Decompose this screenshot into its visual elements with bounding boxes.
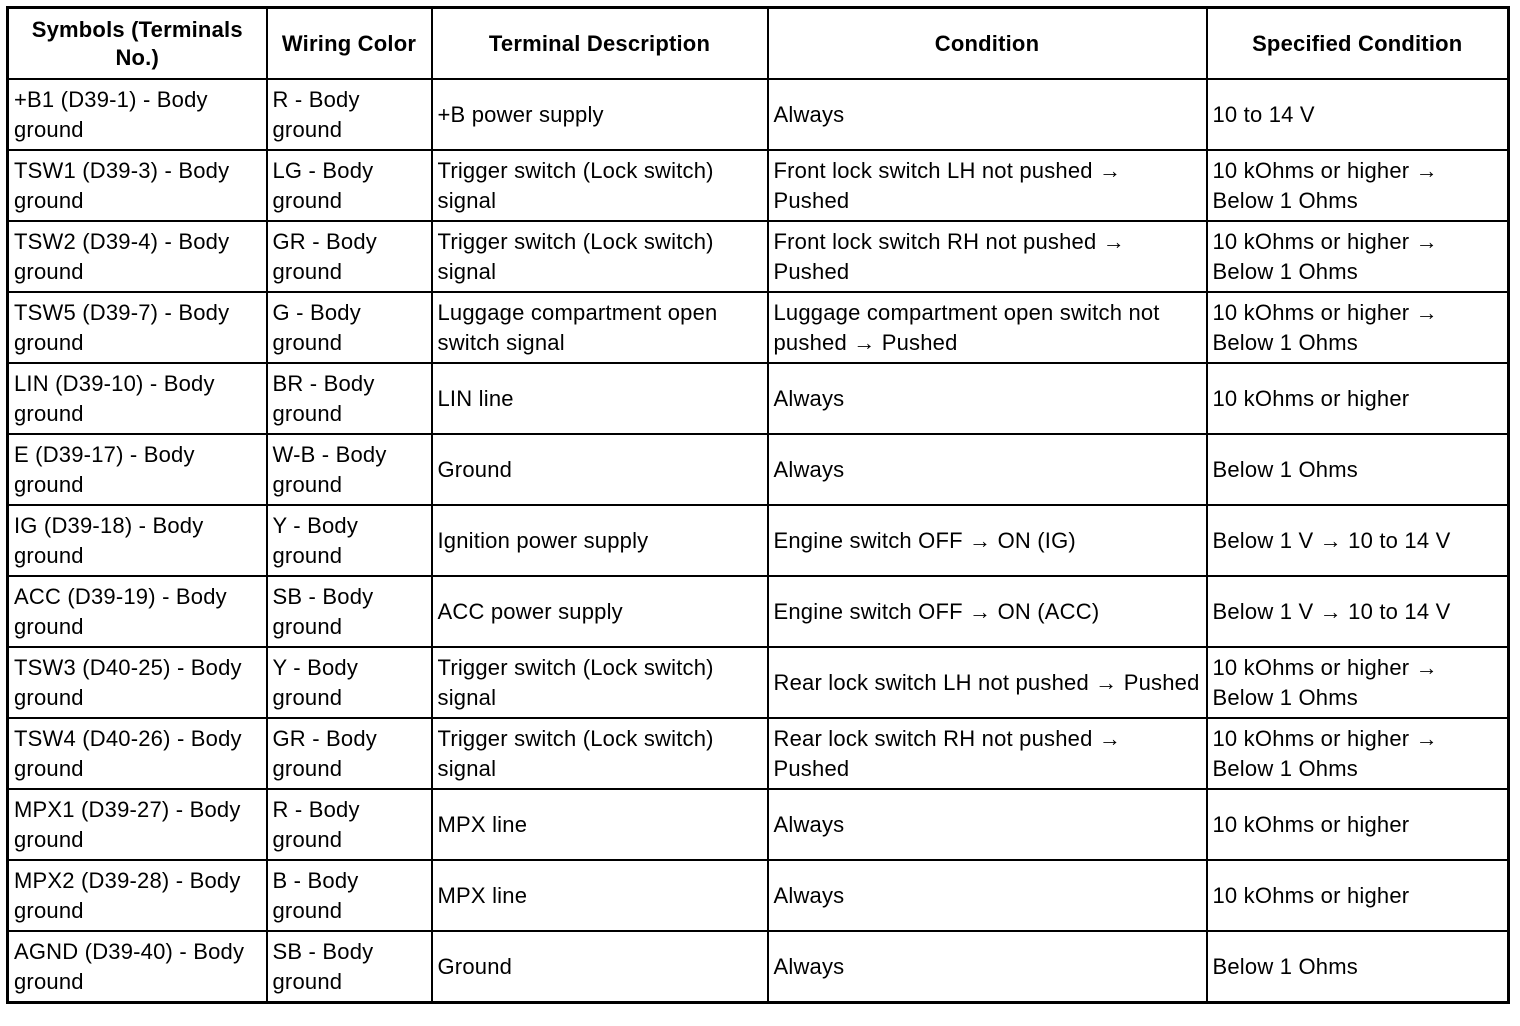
- cell-symbol: TSW1 (D39-3) - Body ground: [8, 150, 267, 221]
- cell-wiring-color: GR - Body ground: [267, 718, 432, 789]
- cell-wiring-color: BR - Body ground: [267, 363, 432, 434]
- cell-specified-condition: 10 to 14 V: [1207, 79, 1509, 150]
- cell-terminal-description: LIN line: [432, 363, 768, 434]
- table-row: [8, 931, 1509, 1003]
- cell-terminal-description: MPX line: [432, 860, 768, 931]
- table-row: [8, 789, 1509, 860]
- cell-condition: Engine switch OFF → ON (IG): [768, 505, 1207, 576]
- table-row: [8, 221, 1509, 292]
- cell-specified-condition: 10 kOhms or higher → Below 1 Ohms: [1207, 150, 1509, 221]
- cell-terminal-description: Trigger switch (Lock switch) signal: [432, 221, 768, 292]
- cell-terminal-description: Trigger switch (Lock switch) signal: [432, 718, 768, 789]
- cell-wiring-color: B - Body ground: [267, 860, 432, 931]
- cell-condition: Always: [768, 434, 1207, 505]
- cell-condition: Rear lock switch RH not pushed → Pushed: [768, 718, 1207, 789]
- cell-symbol: TSW4 (D40-26) - Body ground: [8, 718, 267, 789]
- header-wiring-color: Wiring Color: [267, 8, 432, 80]
- header-condition: Condition: [768, 8, 1207, 80]
- cell-specified-condition: Below 1 Ohms: [1207, 434, 1509, 505]
- cell-specified-condition: Below 1 Ohms: [1207, 931, 1509, 1003]
- cell-wiring-color: SB - Body ground: [267, 576, 432, 647]
- cell-specified-condition: 10 kOhms or higher: [1207, 363, 1509, 434]
- cell-condition: Always: [768, 789, 1207, 860]
- cell-specified-condition: Below 1 V → 10 to 14 V: [1207, 576, 1509, 647]
- cell-specified-condition: 10 kOhms or higher → Below 1 Ohms: [1207, 292, 1509, 363]
- cell-symbol: AGND (D39-40) - Body ground: [8, 931, 267, 1003]
- table-body: [8, 79, 1509, 1003]
- cell-terminal-description: ACC power supply: [432, 576, 768, 647]
- cell-specified-condition: 10 kOhms or higher → Below 1 Ohms: [1207, 647, 1509, 718]
- header-specified-condition: Specified Condition: [1207, 8, 1509, 80]
- header-symbols: Symbols (Terminals No.): [8, 8, 267, 80]
- cell-specified-condition: 10 kOhms or higher → Below 1 Ohms: [1207, 221, 1509, 292]
- terminal-table: [6, 6, 1510, 1004]
- table-row: [8, 860, 1509, 931]
- cell-condition: Engine switch OFF → ON (ACC): [768, 576, 1207, 647]
- table-header-row: [8, 8, 1509, 80]
- cell-symbol: TSW3 (D40-25) - Body ground: [8, 647, 267, 718]
- cell-condition: Always: [768, 860, 1207, 931]
- cell-wiring-color: G - Body ground: [267, 292, 432, 363]
- header-terminal-description: Terminal Description: [432, 8, 768, 80]
- table-row: [8, 150, 1509, 221]
- cell-terminal-description: Trigger switch (Lock switch) signal: [432, 647, 768, 718]
- table-row: [8, 576, 1509, 647]
- cell-specified-condition: 10 kOhms or higher: [1207, 789, 1509, 860]
- cell-symbol: ACC (D39-19) - Body ground: [8, 576, 267, 647]
- cell-wiring-color: SB - Body ground: [267, 931, 432, 1003]
- cell-terminal-description: Ground: [432, 931, 768, 1003]
- cell-specified-condition: 10 kOhms or higher: [1207, 860, 1509, 931]
- cell-wiring-color: GR - Body ground: [267, 221, 432, 292]
- cell-symbol: E (D39-17) - Body ground: [8, 434, 267, 505]
- cell-symbol: MPX1 (D39-27) - Body ground: [8, 789, 267, 860]
- cell-symbol: TSW5 (D39-7) - Body ground: [8, 292, 267, 363]
- cell-symbol: TSW2 (D39-4) - Body ground: [8, 221, 267, 292]
- cell-wiring-color: R - Body ground: [267, 789, 432, 860]
- cell-condition: Front lock switch RH not pushed → Pushed: [768, 221, 1207, 292]
- terminal-table-container: [6, 6, 1510, 1004]
- cell-condition: Always: [768, 363, 1207, 434]
- cell-condition: Always: [768, 931, 1207, 1003]
- table-row: [8, 292, 1509, 363]
- cell-symbol: IG (D39-18) - Body ground: [8, 505, 267, 576]
- cell-condition: Rear lock switch LH not pushed → Pushed: [768, 647, 1207, 718]
- cell-terminal-description: Trigger switch (Lock switch) signal: [432, 150, 768, 221]
- cell-terminal-description: Ignition power supply: [432, 505, 768, 576]
- cell-terminal-description: Luggage compartment open switch signal: [432, 292, 768, 363]
- table-row: [8, 79, 1509, 150]
- cell-terminal-description: +B power supply: [432, 79, 768, 150]
- table-row: [8, 434, 1509, 505]
- table-row: [8, 363, 1509, 434]
- cell-condition: Luggage compartment open switch not pushed → Pushed: [768, 292, 1207, 363]
- cell-wiring-color: W-B - Body ground: [267, 434, 432, 505]
- cell-wiring-color: LG - Body ground: [267, 150, 432, 221]
- cell-specified-condition: Below 1 V → 10 to 14 V: [1207, 505, 1509, 576]
- cell-symbol: LIN (D39-10) - Body ground: [8, 363, 267, 434]
- cell-symbol: MPX2 (D39-28) - Body ground: [8, 860, 267, 931]
- cell-wiring-color: Y - Body ground: [267, 647, 432, 718]
- table-row: [8, 718, 1509, 789]
- cell-wiring-color: R - Body ground: [267, 79, 432, 150]
- cell-condition: Always: [768, 79, 1207, 150]
- cell-terminal-description: Ground: [432, 434, 768, 505]
- table-row: [8, 647, 1509, 718]
- cell-terminal-description: MPX line: [432, 789, 768, 860]
- cell-symbol: +B1 (D39-1) - Body ground: [8, 79, 267, 150]
- cell-wiring-color: Y - Body ground: [267, 505, 432, 576]
- table-row: [8, 505, 1509, 576]
- cell-specified-condition: 10 kOhms or higher → Below 1 Ohms: [1207, 718, 1509, 789]
- cell-condition: Front lock switch LH not pushed → Pushed: [768, 150, 1207, 221]
